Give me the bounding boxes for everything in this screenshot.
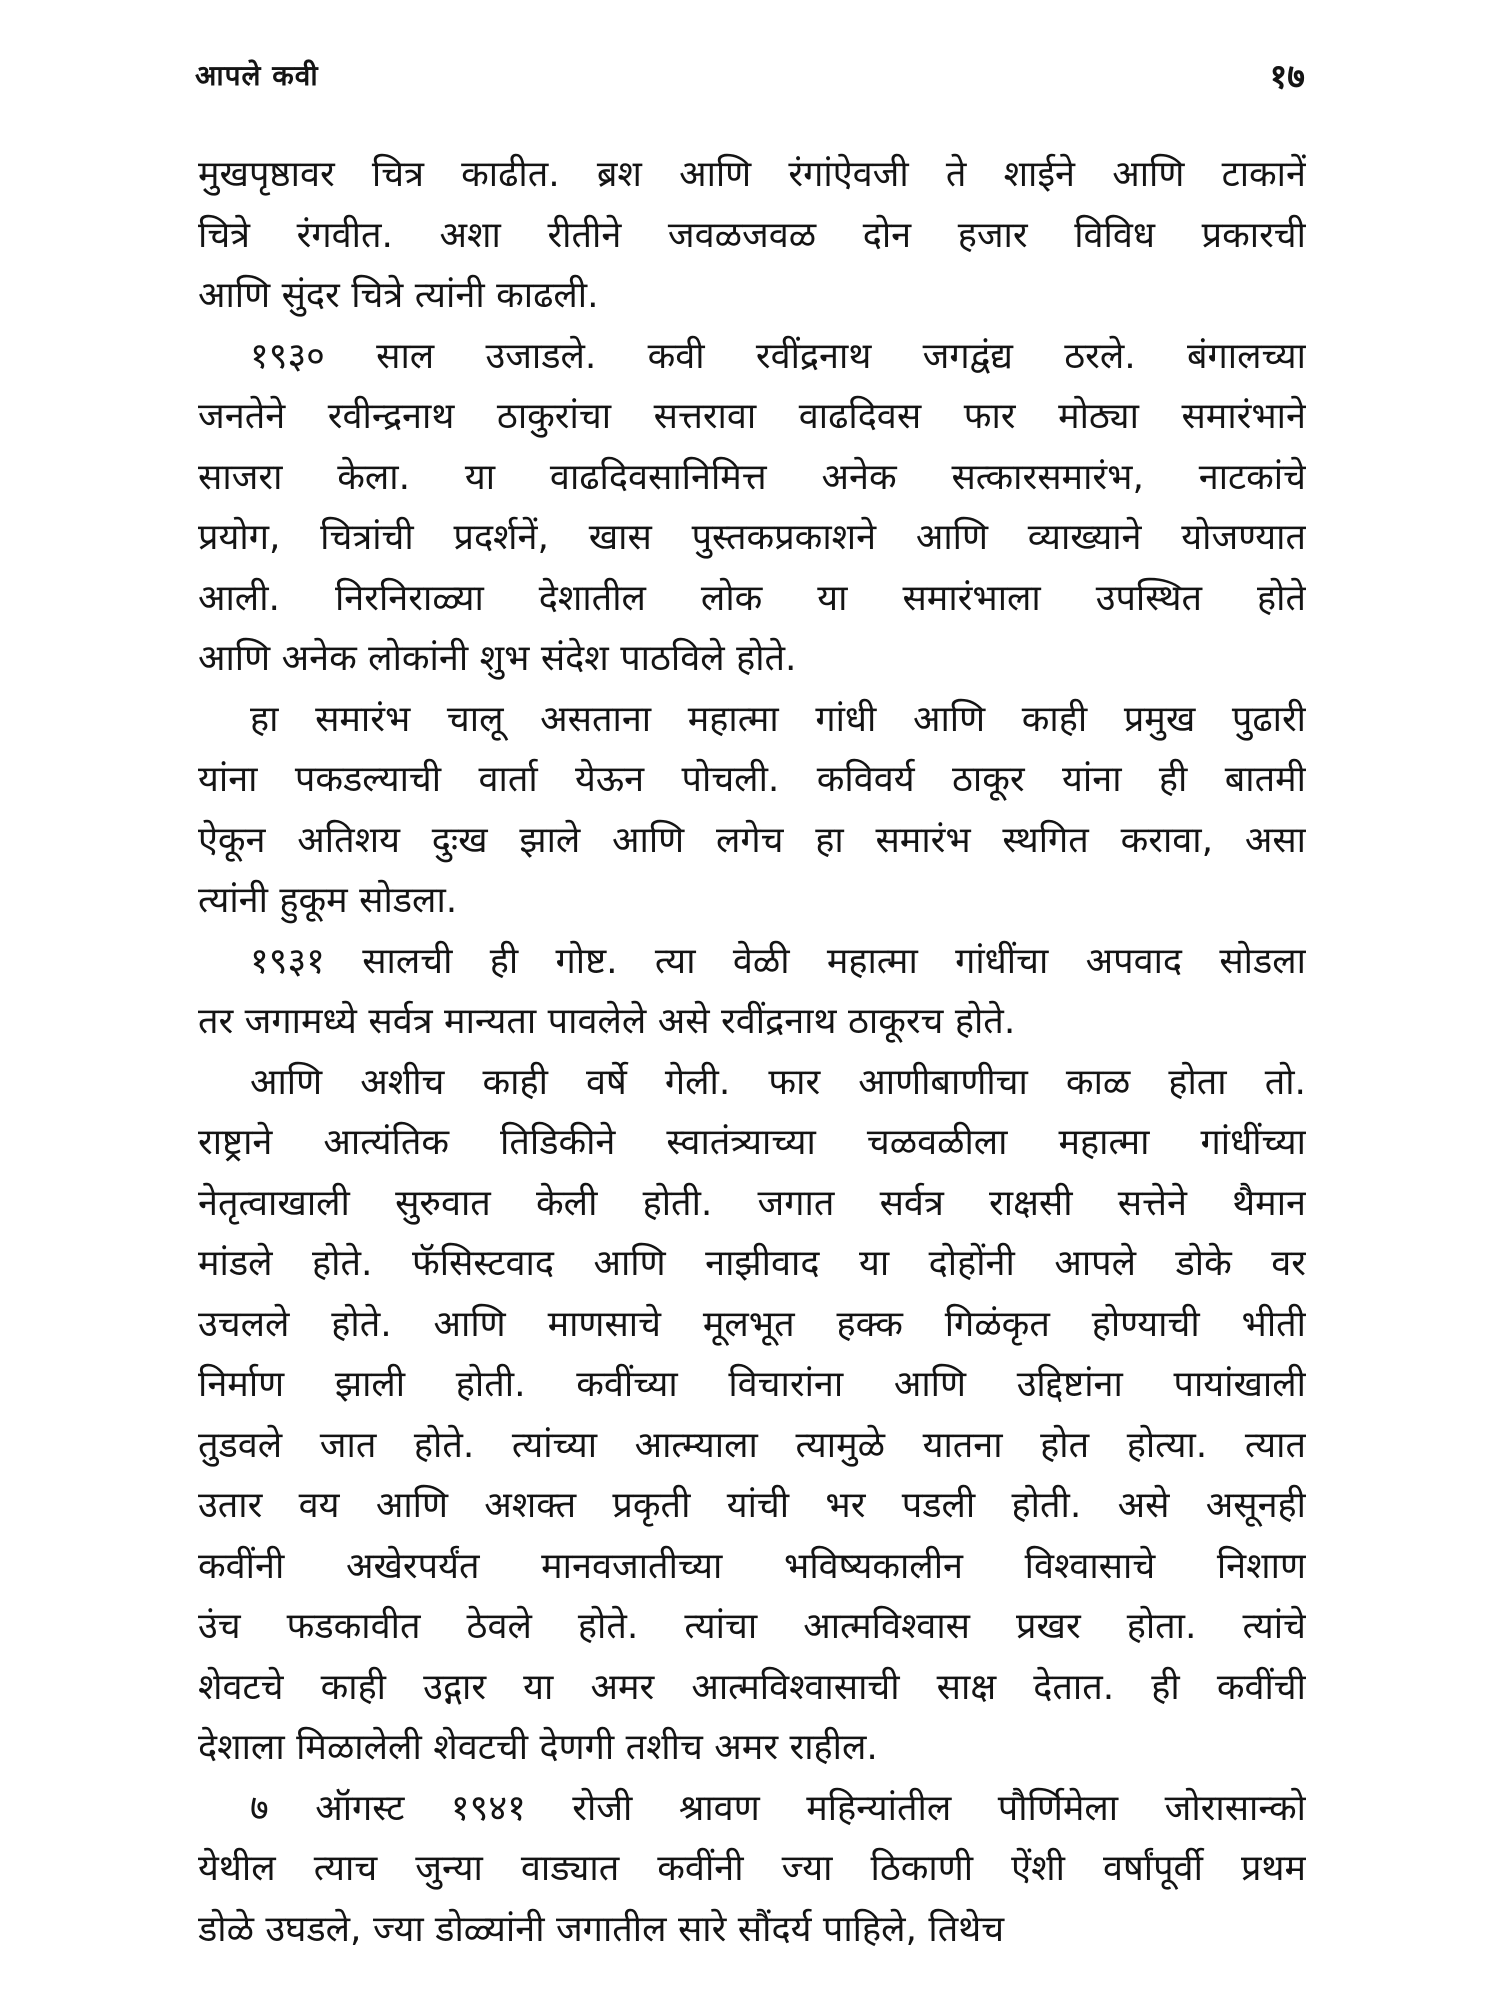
text-line: राष्ट्राने आत्यंतिक तिडिकीने स्वातंत्र्याच्या चळवळीला महात्मा गांधींच्या xyxy=(198,1122,1306,1163)
text-line: शेवटचे काही उद्गार या अमर आत्मविश्वासाची साक्ष देतात. ही कवींची xyxy=(198,1666,1306,1708)
chapter-title: आपले कवी xyxy=(195,59,319,92)
text-line: डोळे उघडले, ज्या डोळ्यांनी जगातील सारे सौंदर्य पाहिले, तिथेच xyxy=(198,1908,1005,1950)
text-line: चित्रे रंगवीत. अशा रीतीने जवळजवळ दोन हजार विविध प्रकारची xyxy=(198,214,1306,256)
text-line: तुडवले जात होते. त्यांच्या आत्म्याला त्यामुळे यातना होत होत्या. त्यात xyxy=(198,1424,1306,1466)
paragraph xyxy=(198,1053,1306,1779)
text-line: साजरा केला. या वाढदिवसानिमित्त अनेक सत्कारसमारंभ, नाटकांचे xyxy=(198,456,1306,498)
text-line: तर जगामध्ये सर्वत्र मान्यता पावलेले असे रवींद्रनाथ ठाकूरच होते. xyxy=(198,1001,1016,1042)
text-line: ऐकून अतिशय दुःख झाले आणि लगेच हा समारंभ स्थगित करावा, असा xyxy=(198,819,1306,861)
paragraph xyxy=(198,690,1306,932)
text-line: उचलले होते. आणि माणसाचे मूलभूत हक्क गिळंकृत होण्याची भीती xyxy=(198,1303,1306,1345)
running-header xyxy=(195,50,1305,110)
page-number: १७ xyxy=(1269,57,1305,97)
text-line: निर्माण झाली होती. कवींच्या विचारांना आणि उद्दिष्टांना पायांखाली xyxy=(198,1364,1306,1405)
text-line: १९३० साल उजाडले. कवी रवींद्रनाथ जगद्वंद्य ठरले. बंगालच्या xyxy=(250,335,1306,377)
text-line: नेतृत्वाखाली सुरुवात केली होती. जगात सर्वत्र राक्षसी सत्तेने थैमान xyxy=(198,1182,1306,1224)
text-line: उंच फडकावीत ठेवले होते. त्यांचा आत्मविश्वास प्रखर होता. त्यांचे xyxy=(198,1606,1306,1647)
text-line: आणि अनेक लोकांनी शुभ संदेश पाठविले होते. xyxy=(198,638,797,679)
text-line: ७ ऑगस्ट १९४१ रोजी श्रावण महिन्यांतील पौर्णिमेला जोरासान्को xyxy=(250,1787,1306,1829)
paragraph xyxy=(198,145,1306,327)
text-line: आणि अशीच काही वर्षे गेली. फार आणीबाणीचा काळ होता तो. xyxy=(250,1061,1306,1103)
text-line: आणि सुंदर चित्रे त्यांनी काढली. xyxy=(198,275,599,316)
text-line: येथील त्याच जुन्या वाड्यात कवींनी ज्या ठिकाणी ऐंशी वर्षांपूर्वी प्रथम xyxy=(198,1848,1306,1889)
body-text xyxy=(198,145,1306,1960)
text-line: मांडले होते. फॅसिस्टवाद आणि नाझीवाद या दोहोंनी आपले डोके वर xyxy=(198,1243,1306,1284)
text-line: हा समारंभ चालू असताना महात्मा गांधी आणि काही प्रमुख पुढारी xyxy=(250,698,1306,740)
text-line: उतार वय आणि अशक्त प्रकृती यांची भर पडली होती. असे असूनही xyxy=(198,1485,1306,1526)
text-line: देशाला मिळालेली शेवटची देणगी तशीच अमर राहील. xyxy=(198,1727,878,1768)
paragraph xyxy=(198,1779,1306,1961)
text-line: १९३१ सालची ही गोष्ट. त्या वेळी महात्मा गांधींचा अपवाद सोडला xyxy=(250,940,1306,982)
paragraph xyxy=(198,327,1306,690)
text-line: त्यांनी हुकूम सोडला. xyxy=(198,880,458,921)
paragraph xyxy=(198,932,1306,1053)
text-line: यांना पकडल्याची वार्ता येऊन पोचली. कविवर्य ठाकूर यांना ही बातमी xyxy=(198,759,1306,800)
text-line: मुखपृष्ठावर चित्र काढीत. ब्रश आणि रंगांऐवजी ते शाईने आणि टाकानें xyxy=(198,154,1306,195)
text-line: कवींनी अखेरपर्यंत मानवजातीच्या भविष्यकालीन विश्वासाचे निशाण xyxy=(198,1545,1306,1587)
text-line: प्रयोग, चित्रांची प्रदर्शनें, खास पुस्तकप्रकाशने आणि व्याख्याने योजण्यात xyxy=(198,517,1306,558)
text-line: आली. निरनिराळ्या देशातील लोक या समारंभाला उपस्थित होते xyxy=(198,577,1306,619)
text-line: जनतेने रवीन्द्रनाथ ठाकुरांचा सत्तरावा वाढदिवस फार मोठ्या समारंभाने xyxy=(198,396,1306,437)
